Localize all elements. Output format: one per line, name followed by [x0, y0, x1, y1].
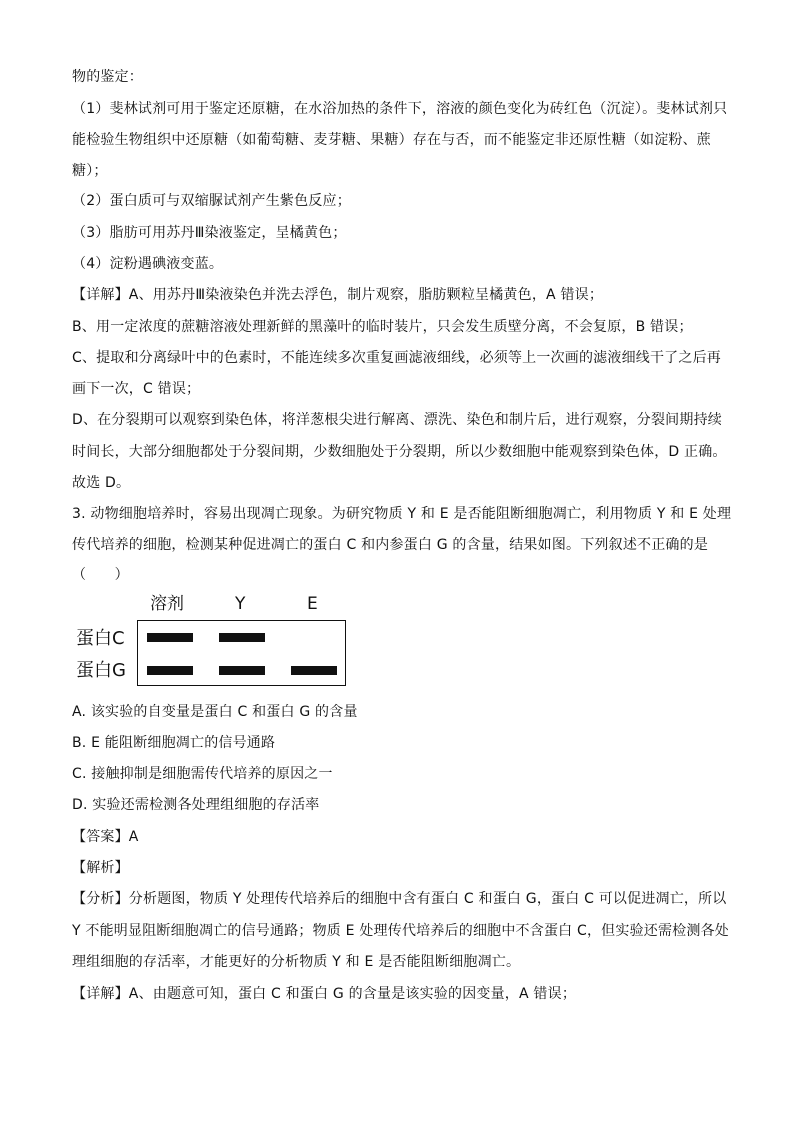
- band-protein-g: [291, 666, 337, 675]
- gel-col-e: E: [307, 594, 318, 614]
- gel-col-solvent: 溶剂: [150, 594, 184, 614]
- text-line: C、提取和分离绿叶中的色素时，不能连续多次重复画滤液细线，必须等上一次画的滤液细线干了之后再: [72, 350, 721, 366]
- gel-frame: [137, 620, 346, 686]
- answer-line: 【答案】A: [72, 829, 139, 845]
- text-line: 【分析】分析题图，物质 Y 处理传代培养后的细胞中含有蛋白 C 和蛋白 G，蛋白 C 可以促进凋亡，所以: [72, 891, 727, 907]
- text-line: 能检验生物组织中还原糖（如葡萄糖、麦芽糖、果糖）存在与否，而不能鉴定非还原性糖（如淀粉、蔗: [72, 132, 711, 148]
- band-protein-g: [147, 666, 193, 675]
- text-line: 【详解】A、由题意可知，蛋白 C 和蛋白 G 的含量是该实验的因变量，A 错误；: [72, 986, 577, 1002]
- option-a: A. 该实验的自变量是蛋白 C 和蛋白 G 的含量: [72, 704, 358, 720]
- text-line: 理组细胞的存活率，才能更好的分析物质 Y 和 E 是否能阻断细胞凋亡。: [72, 954, 521, 970]
- text-line: （1）斐林试剂可用于鉴定还原糖，在水浴加热的条件下，溶液的颜色变化为砖红色（沉淀）。斐林试剂只: [72, 101, 728, 117]
- option-c: C. 接触抑制是细胞需传代培养的原因之一: [72, 766, 333, 782]
- band-protein-g: [219, 666, 265, 675]
- text-line: D、在分裂期可以观察到染色体，将洋葱根尖进行解离、漂洗、染色和制片后，进行观察，分裂间期持续: [72, 412, 722, 428]
- band-protein-c: [219, 633, 265, 642]
- band-protein-c: [147, 633, 193, 642]
- analysis-heading: 【解析】: [72, 860, 129, 876]
- gel-row-label-c: 蛋白C: [76, 628, 125, 649]
- text-line: 【详解】A、用苏丹Ⅲ染液染色并洗去浮色，制片观察，脂肪颗粒呈橘黄色，A 错误；: [72, 287, 604, 303]
- text-line: Y 不能明显阻断细胞凋亡的信号通路；物质 E 处理传代培养后的细胞中不含蛋白 C，但实验还需检测各处: [72, 923, 729, 939]
- option-b: B. E 能阻断细胞凋亡的信号通路: [72, 735, 276, 751]
- text-line: 传代培养的细胞，检测某种促进凋亡的蛋白 C 和内参蛋白 G 的含量，结果如图。下列叙述不正确的是: [72, 537, 709, 553]
- option-d: D. 实验还需检测各处理组细胞的存活率: [72, 797, 320, 813]
- gel-row-label-g: 蛋白G: [76, 660, 126, 681]
- text-line: 糖）；: [72, 163, 108, 179]
- text-line: 3. 动物细胞培养时，容易出现凋亡现象。为研究物质 Y 和 E 是否能阻断细胞凋亡，利用物质 Y 和 E 处理: [72, 506, 732, 522]
- text-line: B、用一定浓度的蔗糖溶液处理新鲜的黑藻叶的临时装片，只会发生质壁分离，不会复原，B 错误；: [72, 319, 693, 335]
- text-line: （ ）: [72, 567, 129, 583]
- text-line: （3）脂肪可用苏丹Ⅲ染液鉴定，呈橘黄色；: [72, 225, 347, 241]
- text-line: （4）淀粉遇碘液变蓝。: [72, 256, 224, 272]
- text-line: 画下一次，C 错误；: [72, 381, 201, 397]
- text-line: 故选 D。: [72, 475, 131, 491]
- text-line: 时间长，大部分细胞都处于分裂间期，少数细胞处于分裂期，所以少数细胞中能观察到染色体，D 正确。: [72, 444, 727, 460]
- text-line: 物的鉴定：: [72, 69, 143, 85]
- text-line: （2）蛋白质可与双缩脲试剂产生紫色反应；: [72, 193, 351, 209]
- gel-col-y: Y: [235, 594, 246, 614]
